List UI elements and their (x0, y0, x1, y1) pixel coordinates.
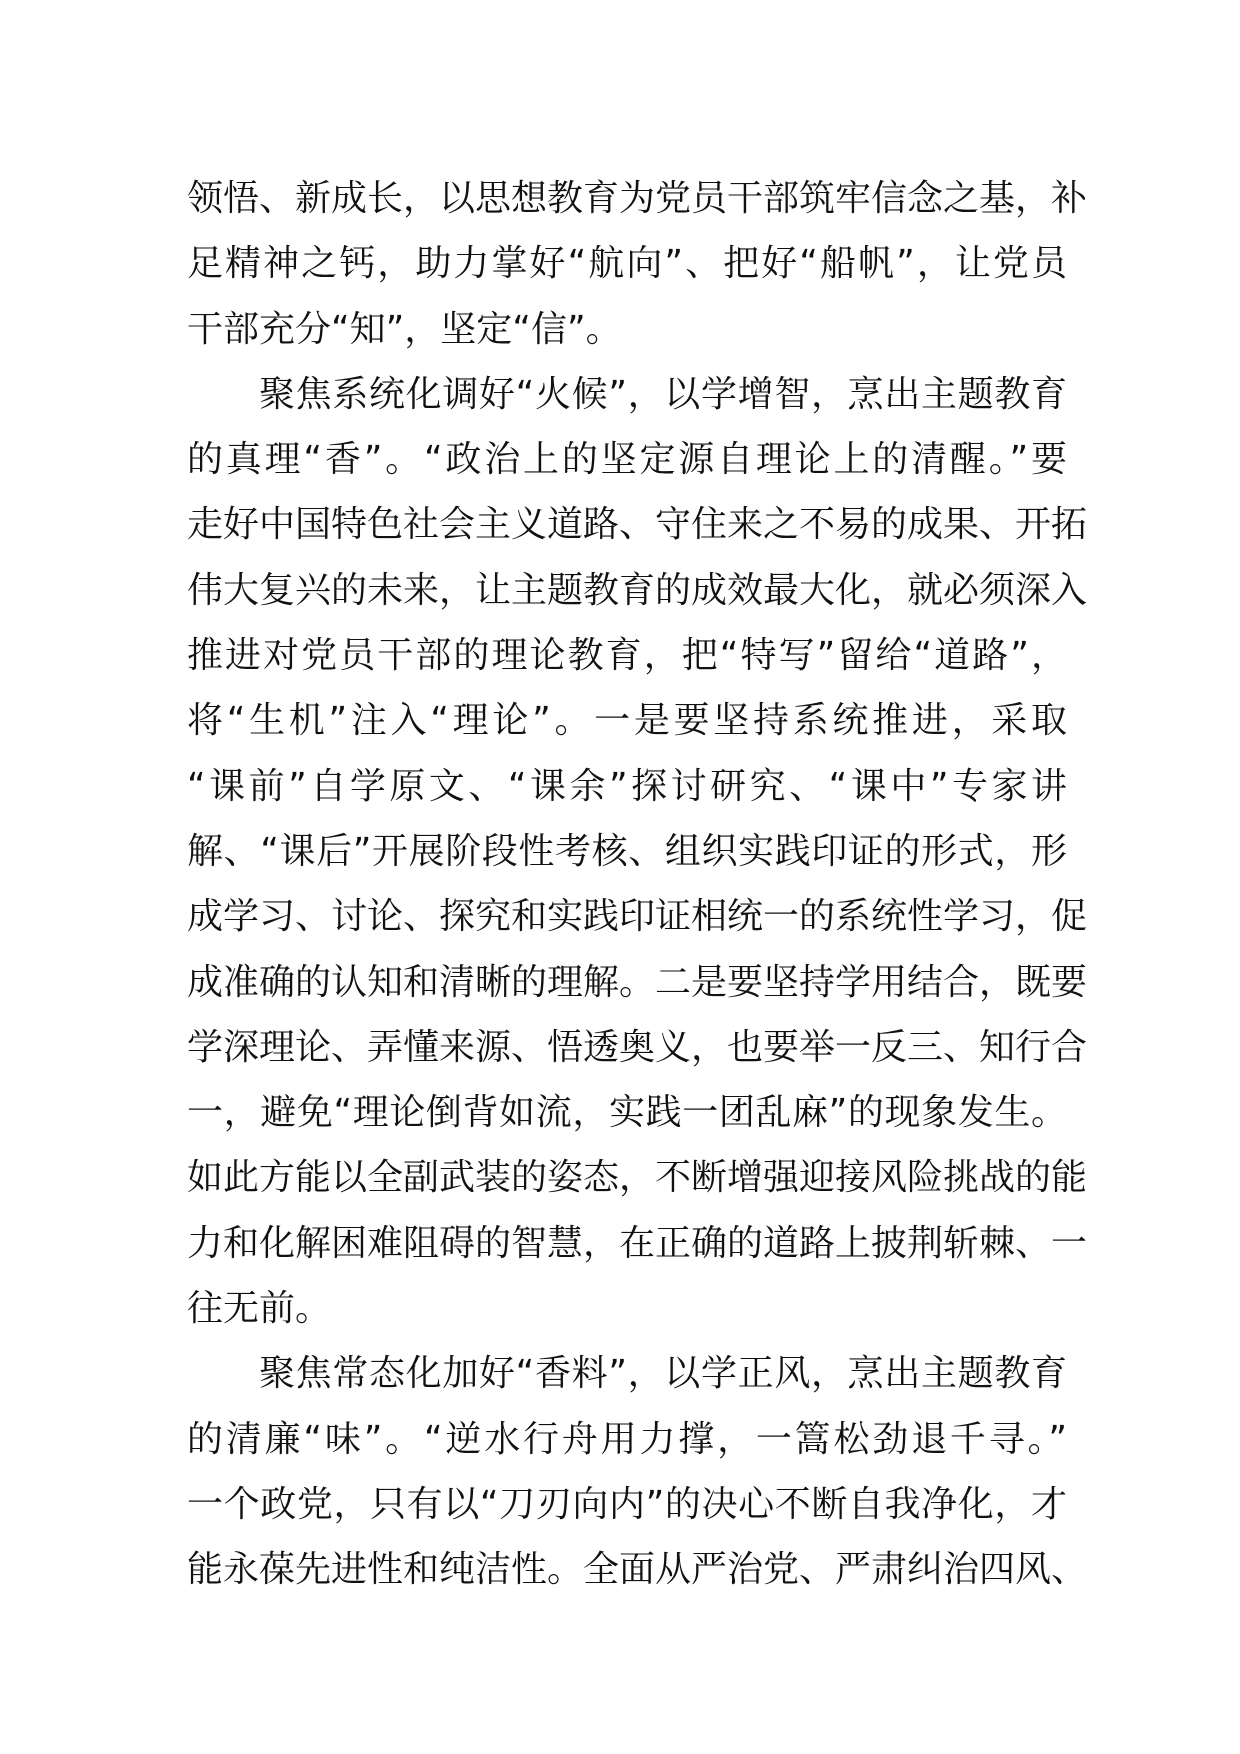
text-line: 将“生机”注入“理论”。一是要坚持系统推进，采取 (187, 700, 1067, 742)
text-line: 往无前。 (187, 1288, 332, 1330)
text-line: 成学习、讨论、探究和实践印证相统一的系统性学习，促 (187, 896, 1088, 938)
text-line: 学深理论、弄懂来源、悟透奥义，也要举一反三、知行合 (187, 1026, 1088, 1068)
text-line: 的清廉“味”。“逆水行舟用力撑，一篙松劲退千寻。” (187, 1418, 1067, 1460)
text-line: 解、“课后”开展阶段性考核、组织实践印证的形式，形 (187, 830, 1067, 872)
text-line: “课前”自学原文、“课余”探讨研究、“课中”专家讲 (187, 765, 1067, 807)
text-line: 推进对党员干部的理论教育，把“特写”留给“道路”， (187, 635, 1067, 677)
text-line: 走好中国特色社会主义道路、守住来之不易的成果、开拓 (187, 504, 1088, 546)
text-line: 的真理“香”。“政治上的坚定源自理论上的清醒。”要 (187, 439, 1067, 481)
paragraph-first-line: 聚焦系统化调好“火候”，以学增智，烹出主题教育 (259, 373, 1067, 415)
text-line: 伟大复兴的未来，让主题教育的成效最大化，就必须深入 (187, 569, 1088, 611)
text-line: 成准确的认知和清晰的理解。二是要坚持学用结合，既要 (187, 961, 1088, 1003)
body-text (187, 166, 1088, 1603)
text-line: 领悟、新成长，以思想教育为党员干部筑牢信念之基，补 (187, 178, 1088, 219)
text-line: 如此方能以全副武装的姿态，不断增强迎接风险挑战的能 (187, 1157, 1088, 1199)
text-line: 力和化解困难阻碍的智慧，在正确的道路上披荆斩棘、一 (187, 1222, 1088, 1264)
paragraph-first-line: 聚焦常态化加好“香料”，以学正风，烹出主题教育 (259, 1353, 1067, 1395)
text-line: 一，避免“理论倒背如流，实践一团乱麻”的现象发生。 (187, 1092, 1067, 1134)
text-line: 干部充分“知”，坚定“信”。 (187, 308, 622, 350)
text-line: 一个政党，只有以“刀刃向内”的决心不断自我净化，才 (187, 1483, 1067, 1525)
text-line: 能永葆先进性和纯洁性。全面从严治党、严肃纠治四风、 (187, 1549, 1088, 1591)
text-line: 足精神之钙，助力掌好“航向”、把好“船帆”，让党员 (187, 243, 1067, 285)
